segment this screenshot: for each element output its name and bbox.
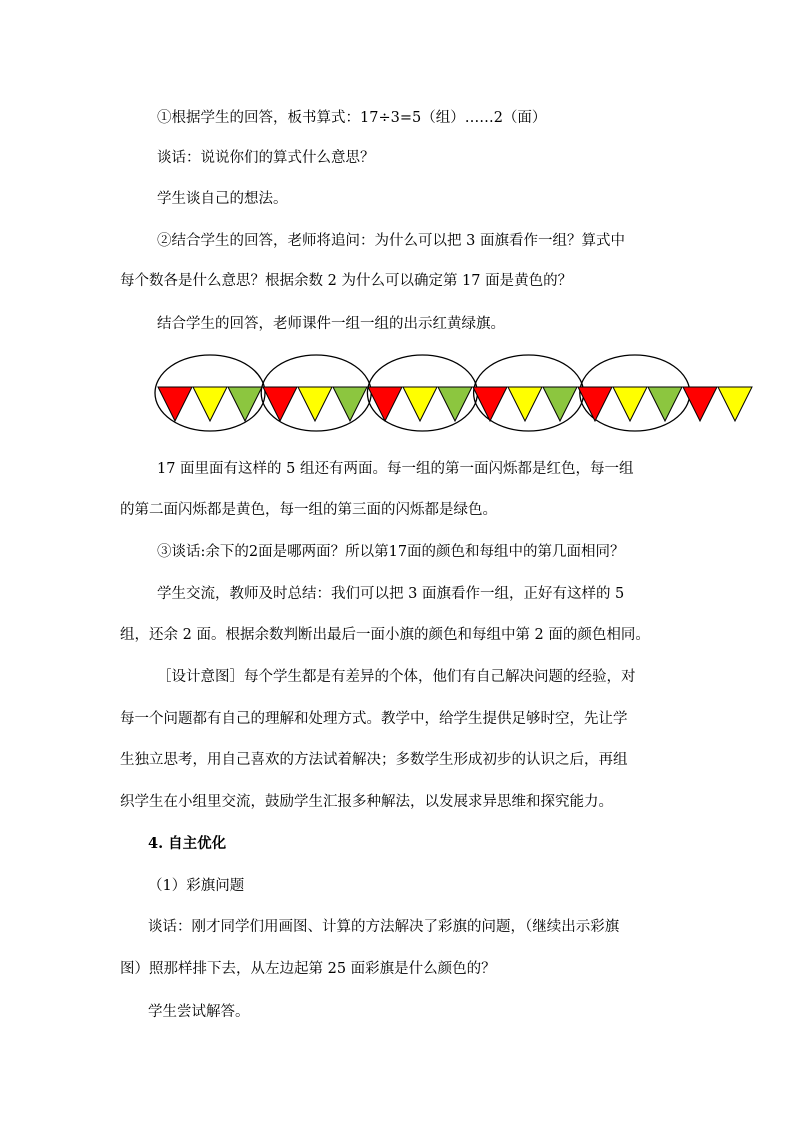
flag-green: [228, 387, 262, 421]
paragraph-talk-question: 谈话：说说你们的算式什么意思？: [157, 150, 375, 166]
flag-yellow: [613, 387, 647, 421]
paragraph-courseware: 结合学生的回答，老师课件一组一组的出示红黄绿旗。: [157, 316, 505, 332]
paragraph-teacher-follow-up-cont: 每个数各是什么意思？根据余数 2 为什么可以确定第 17 面是黄色的？: [120, 273, 573, 289]
paragraph-design-intent: ［设计意图］每个学生都是有差异的个体，他们有自己解决问题的经验，对: [157, 669, 636, 685]
flag-yellow: [508, 387, 542, 421]
paragraph-five-groups: 17 面里面有这样的 5 组还有两面。每一组的第一面闪烁都是红色，每一组: [157, 461, 634, 477]
flag-group-figure: [150, 352, 760, 436]
paragraph-five-groups-cont: 的第二面闪烁都是黄色，每一组的第三面的闪烁都是绿色。: [120, 502, 497, 518]
flag-red: [263, 387, 297, 421]
flag-yellow: [298, 387, 332, 421]
section-heading: 4. 自主优化: [148, 835, 227, 852]
subsection-heading: （1）彩旗问题: [148, 878, 245, 894]
paragraph-remaining-two: ③谈话:余下的2面是哪两面？所以第17面的颜色和每组中的第几面相同？: [157, 544, 625, 560]
paragraph-students-think: 学生谈自己的想法。: [157, 191, 288, 207]
flag-yellow: [718, 387, 752, 421]
paragraph-design-intent-3: 生独立思考，用自己喜欢的方法试着解决；多数学生形成初步的认识之后，再组: [120, 752, 628, 768]
paragraph-talk-flags-cont: 图）照那样排下去，从左边起第 25 面彩旗是什么颜色的？: [120, 961, 496, 977]
flag-red: [578, 387, 612, 421]
flag-red: [158, 387, 192, 421]
paragraph-summary: 学生交流，教师及时总结：我们可以把 3 面旗看作一组，正好有这样的 5: [157, 586, 625, 602]
flag-yellow: [193, 387, 227, 421]
paragraph-design-intent-2: 每一个问题都有自己的理解和处理方式。教学中，给学生提供足够时空，先让学: [120, 711, 628, 727]
paragraph-teacher-follow-up: ②结合学生的回答，老师将追问：为什么可以把 3 面旗看作一组？算式中: [157, 233, 625, 249]
flag-green: [333, 387, 367, 421]
flag-red: [473, 387, 507, 421]
paragraph-summary-cont: 组，还余 2 面。根据余数判断出最后一面小旗的颜色和每组中第 2 面的颜色相同。: [120, 627, 650, 643]
paragraph-formula: ①根据学生的回答，板书算式：17÷3=5（组）……2（面）: [157, 110, 547, 126]
paragraph-talk-flags: 谈话：刚才同学们用画图、计算的方法解决了彩旗的问题，（继续出示彩旗: [148, 919, 620, 935]
paragraph-students-try: 学生尝试解答。: [148, 1004, 250, 1020]
flag-red: [368, 387, 402, 421]
paragraph-design-intent-4: 织学生在小组里交流，鼓励学生汇报多种解法，以发展求异思维和探究能力。: [120, 794, 613, 810]
flag-green: [648, 387, 682, 421]
flag-yellow: [403, 387, 437, 421]
